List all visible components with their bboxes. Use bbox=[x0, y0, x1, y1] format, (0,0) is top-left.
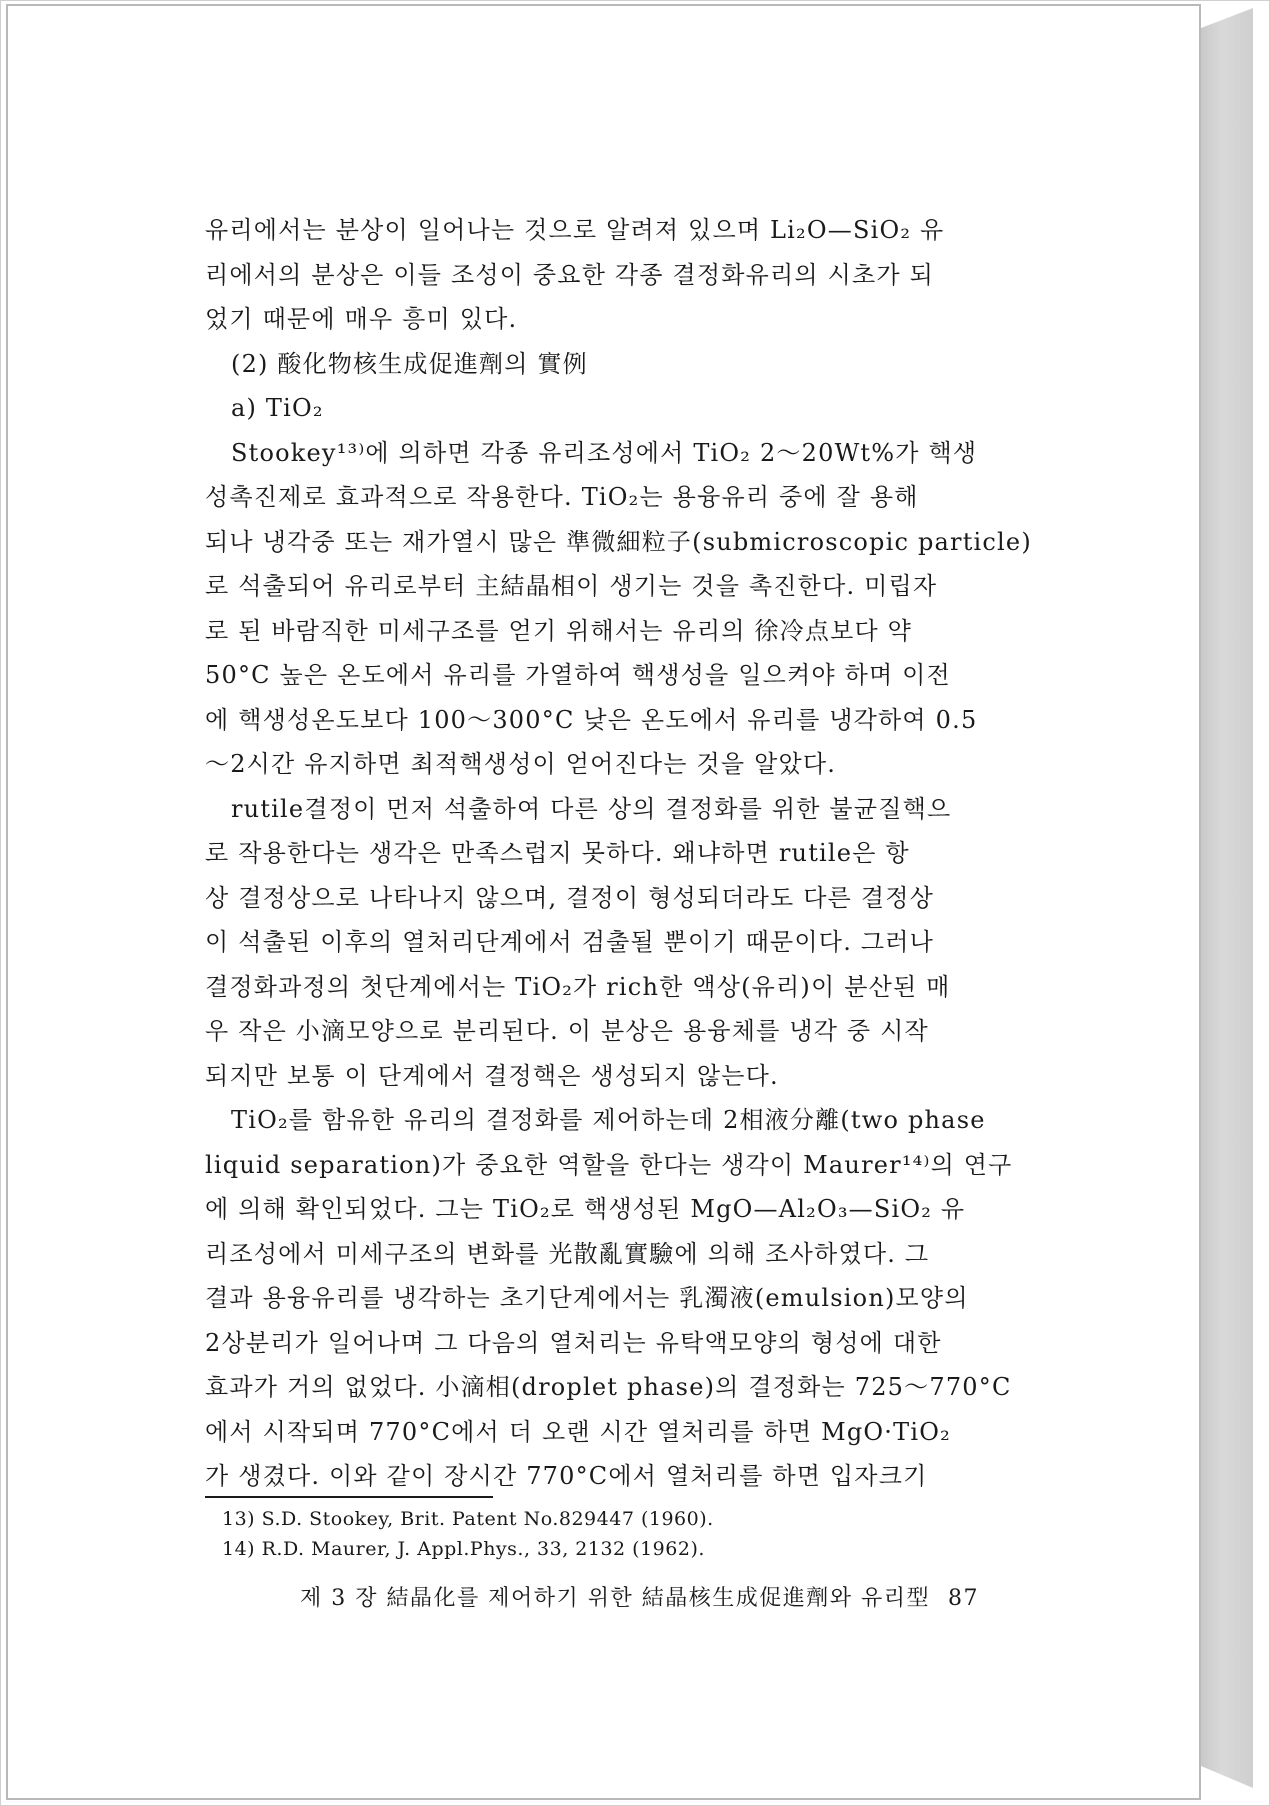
body-line: rutile결정이 먼저 석출하여 다른 상의 결정화를 위한 불균질핵으 bbox=[231, 794, 952, 823]
page-number: 87 bbox=[947, 1586, 979, 1611]
body-line: 유리에서는 분상이 일어나는 것으로 알려져 있으며 Li₂O—SiO₂ 유 bbox=[205, 216, 945, 244]
body-line: 리에서의 분상은 이들 조성이 중요한 각종 결정화유리의 시초가 되 bbox=[205, 260, 934, 289]
body-line: Stookey¹³⁾에 의하면 각종 유리조성에서 TiO₂ 2～20Wt%가 핵생 bbox=[231, 438, 978, 467]
footnote-14: 14) R.D. Maurer, J. Appl.Phys., 33, 2132 (1962). bbox=[222, 1538, 705, 1560]
body-line: 2상분리가 일어나며 그 다음의 열처리는 유탁액모양의 형성에 대한 bbox=[205, 1328, 942, 1357]
body-line: 리조성에서 미세구조의 변화를 光散亂實驗에 의해 조사하였다. 그 bbox=[205, 1239, 930, 1268]
body-line: 로 된 바람직한 미세구조를 얻기 위해서는 유리의 徐冷点보다 약 bbox=[205, 616, 913, 645]
body-line: 결과 용융유리를 냉각하는 초기단계에서는 乳濁液(emulsion)모양의 bbox=[205, 1284, 969, 1312]
body-text bbox=[205, 208, 1045, 1499]
body-line: 50°C 높은 온도에서 유리를 가열하여 핵생성을 일으켜야 하며 이전 bbox=[205, 661, 951, 689]
footnote-13: 13) S.D. Stookey, Brit. Patent No.829447 (1960). bbox=[222, 1508, 714, 1530]
running-footer bbox=[300, 1581, 979, 1612]
footnotes bbox=[222, 1504, 714, 1564]
body-line: 우 작은 小滴모양으로 분리된다. 이 분상은 용융체를 냉각 중 시작 bbox=[205, 1017, 929, 1045]
body-line: 결정화과정의 첫단계에서는 TiO₂가 rich한 액상(유리)이 분산된 매 bbox=[205, 972, 951, 1001]
body-line: 에 의해 확인되었다. 그는 TiO₂로 핵생성된 MgO—Al₂O₃—SiO₂ 유 bbox=[205, 1195, 966, 1223]
body-line: 로 작용한다는 생각은 만족스럽지 못하다. 왜냐하면 rutile은 항 bbox=[205, 839, 910, 867]
body-line: 에 핵생성온도보다 100～300°C 낮은 온도에서 유리를 냉각하여 0.5 bbox=[205, 705, 978, 734]
body-line: 가 생겼다. 이와 같이 장시간 770°C에서 열처리를 하면 입자크기 bbox=[205, 1462, 928, 1490]
body-line: 효과가 거의 없었다. 小滴相(droplet phase)의 결정화는 725～770°C bbox=[205, 1373, 1012, 1401]
page-edge-shadow bbox=[1201, 8, 1253, 1788]
body-line: 되나 냉각중 또는 재가열시 많은 準微細粒子(submicroscopic particle) bbox=[205, 527, 1032, 556]
body-line: liquid separation)가 중요한 역할을 한다는 생각이 Maurer¹⁴⁾의 연구 bbox=[205, 1150, 1013, 1179]
body-line: ～2시간 유지하면 최적핵생성이 얻어진다는 것을 알았다. bbox=[205, 750, 837, 778]
body-line: 로 석출되어 유리로부터 主結晶相이 생기는 것을 촉진한다. 미립자 bbox=[205, 572, 938, 600]
body-line: 이 석출된 이후의 열처리단계에서 검출될 뿐이기 때문이다. 그러나 bbox=[205, 928, 934, 956]
body-line: 에서 시작되며 770°C에서 더 오랜 시간 열처리를 하면 MgO·TiO₂ bbox=[205, 1417, 951, 1446]
body-line: 성촉진제로 효과적으로 작용한다. TiO₂는 용융유리 중에 잘 용해 bbox=[205, 483, 919, 511]
footnote-rule bbox=[205, 1496, 493, 1498]
chapter-title: 제 3 장 結晶化를 제어하기 위한 結晶核生成促進劑와 유리型 bbox=[300, 1586, 930, 1611]
body-line: 었기 때문에 매우 흥미 있다. bbox=[205, 305, 518, 333]
body-line: (2) 酸化物核生成促進劑의 實例 bbox=[231, 349, 588, 378]
body-line: a) TiO₂ bbox=[231, 394, 324, 422]
body-line: TiO₂를 함유한 유리의 결정화를 제어하는데 2相液分離(two phase bbox=[231, 1106, 986, 1134]
body-line: 되지만 보통 이 단계에서 결정핵은 생성되지 않는다. bbox=[205, 1061, 779, 1090]
body-line: 상 결정상으로 나타나지 않으며, 결정이 형성되더라도 다른 결정상 bbox=[205, 883, 934, 912]
